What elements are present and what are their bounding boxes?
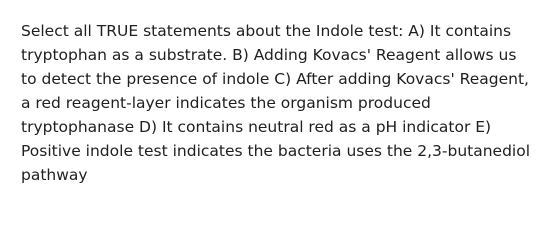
question-line: Positive indole test indicates the bacteria uses the 2,3-butanediol	[21, 142, 531, 160]
question-line: to detect the presence of indole C) After adding Kovacs' Reagent,	[21, 70, 529, 88]
question-line: pathway	[21, 166, 88, 184]
question-line: Select all TRUE statements about the Indole test: A) It contains	[21, 22, 512, 40]
question-line: tryptophan as a substrate. B) Adding Kovacs' Reagent allows us	[21, 46, 517, 64]
question-text	[21, 19, 551, 187]
question-line: a red reagent-layer indicates the organism produced	[21, 94, 431, 112]
question-line: tryptophanase D) It contains neutral red as a pH indicator E)	[21, 118, 492, 136]
